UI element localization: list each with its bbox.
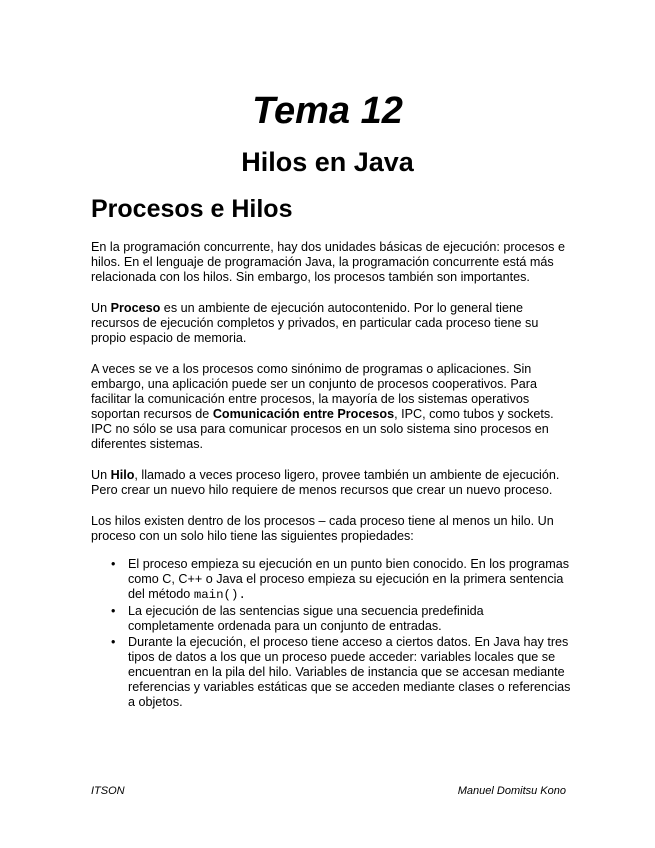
bullet-icon: •: [111, 604, 116, 618]
list-item: [91, 635, 571, 710]
list-item: [91, 604, 571, 634]
page-subtitle: Hilos en Java: [241, 147, 414, 177]
paragraph-4-pre: Un: [91, 468, 111, 482]
bullet-1-text: El proceso empieza su ejecución en un punto bien conocido. En los programas como C, C++ o Java el proceso empieza su ejecución en la primera sentencia del método: [128, 557, 570, 601]
paragraph-5: Los hilos existen dentro de los procesos – cada proceso tiene al menos un hilo. Un proceso con un solo hilo tiene las siguientes propiedades:: [91, 514, 554, 543]
paragraph-1: En la programación concurrente, hay dos unidades básicas de ejecución: procesos e hilos. En el lenguaje de programación Java, la programación concurrente está más relacionada con los hilos. Sin embargo, los procesos también son importantes.: [91, 240, 565, 284]
bullet-2-text: La ejecución de las sentencias sigue una secuencia predefinida completamente ordenada para un conjunto de entradas.: [128, 604, 484, 633]
section-heading: Procesos e Hilos: [91, 195, 293, 223]
term-proceso: Proceso: [110, 301, 161, 315]
paragraph-3: [91, 362, 571, 452]
paragraph-3-post: , IPC, como tubos y sockets. IPC no sólo se usa para comunicar procesos en un solo sistema sino procesos en diferentes sistemas.: [91, 407, 554, 451]
code-main: main(): [193, 588, 239, 602]
bullet-icon: •: [111, 635, 116, 649]
footer-right: Manuel Domitsu Kono: [457, 785, 566, 797]
bullet-list: [91, 557, 571, 710]
paragraph-3-pre: A veces se ve a los procesos como sinónimo de programas o aplicaciones. Sin embargo, una aplicación puede ser un conjunto de procesos cooperativos. Para facilitar la comunicación entre procesos, la mayoría de los sistemas operativos soportan recursos de: [91, 362, 537, 421]
footer-left: ITSON: [91, 785, 125, 797]
term-hilo: Hilo: [110, 468, 135, 482]
list-item: [91, 557, 571, 603]
body-text: [91, 240, 571, 711]
bullet-3-text: Durante la ejecución, el proceso tiene acceso a ciertos datos. En Java hay tres tipos de datos a los que un proceso puede acceder: variables locales que se encuentran en la pila del hilo. Variables de instancia que se accesan mediante referencias y variables estáticas que se acceden mediante clases o referencias a objetos.: [128, 635, 571, 709]
paragraph-2-pre: Un: [91, 301, 111, 315]
bullet-1-end: .: [238, 588, 246, 602]
term-ipc: Comunicación entre Procesos: [212, 407, 395, 421]
bullet-icon: •: [111, 557, 116, 571]
page-title: Tema 12: [252, 90, 403, 132]
paragraph-2-post: es un ambiente de ejecución autocontenido. Por lo general tiene recursos de ejecución completos y privados, en particular cada proceso tiene su propio espacio de memoria.: [91, 301, 539, 345]
paragraph-2: [91, 301, 571, 346]
paragraph-4-post: , llamado a veces proceso ligero, provee también un ambiente de ejecución. Pero crear un nuevo hilo requiere de menos recursos que crear un nuevo proceso.: [91, 468, 560, 497]
paragraph-4: [91, 468, 571, 498]
